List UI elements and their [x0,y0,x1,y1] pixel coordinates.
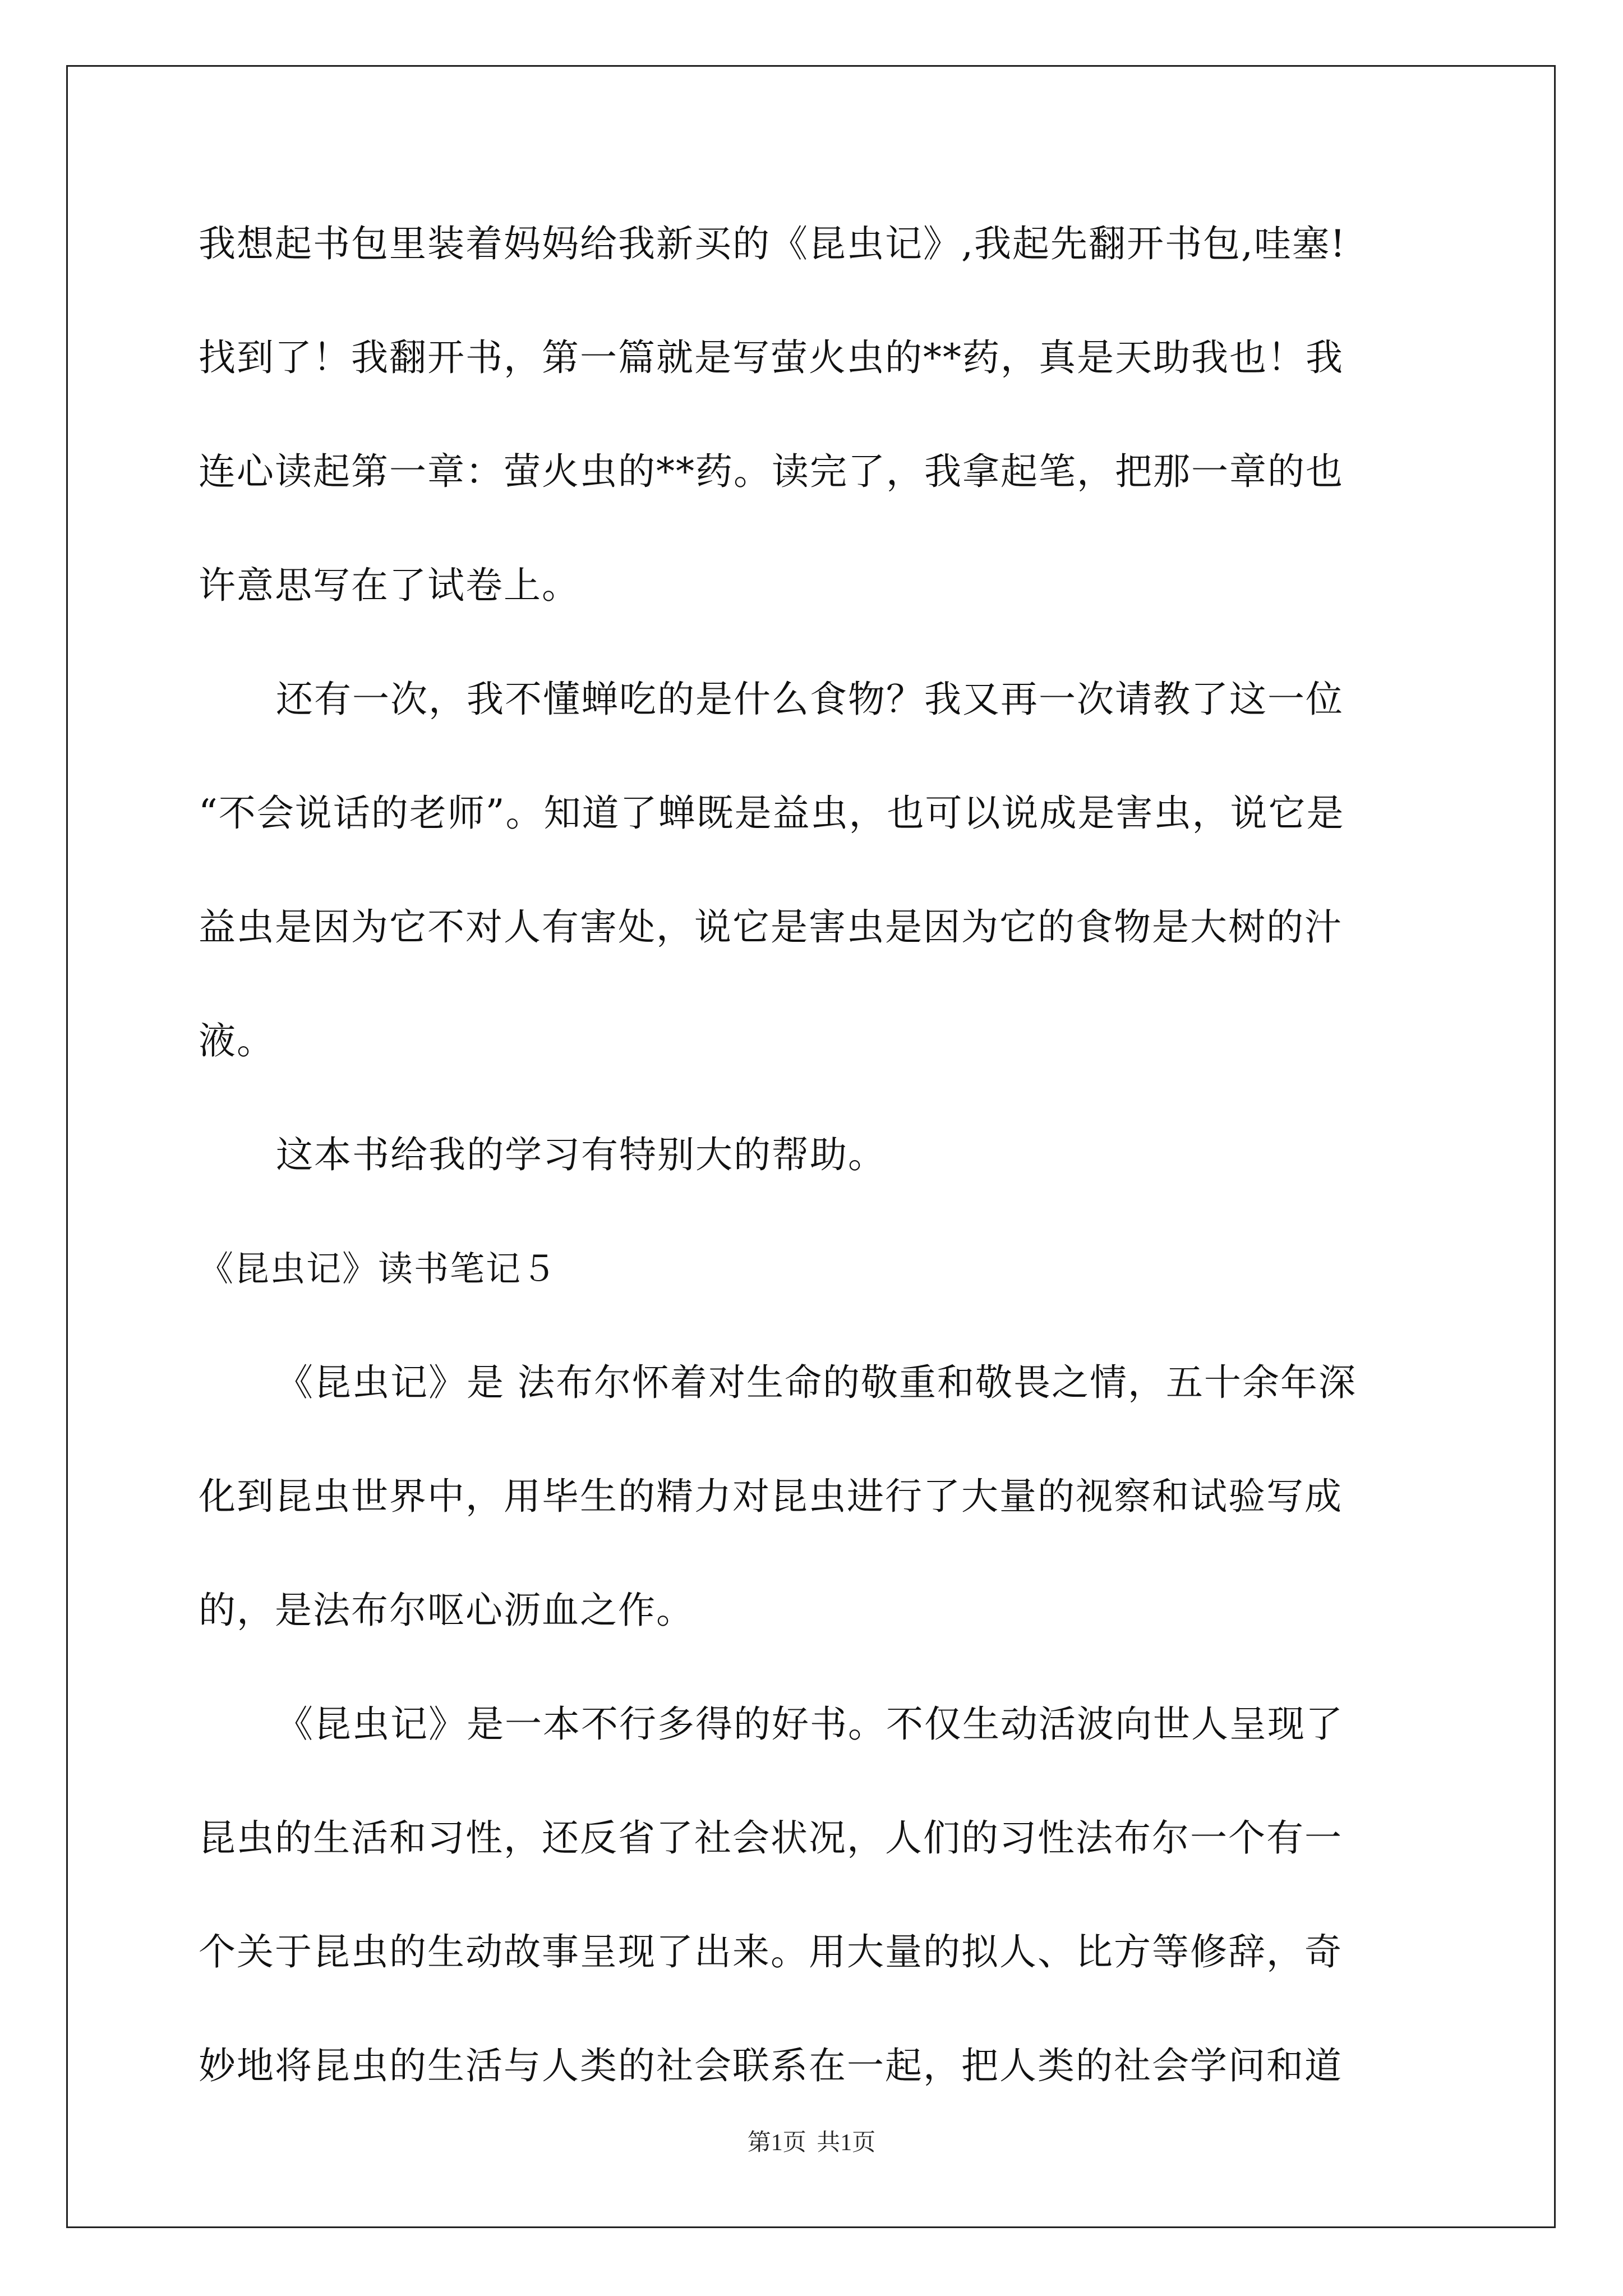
text-line: 昆虫的生活和习性，还反省了社会状况，人们的习性法布尔一个有一 [199,1816,1343,1860]
text-line: 化到昆虫世界中，用毕生的精力对昆虫进行了大量的视察和试验写成 [199,1475,1343,1518]
text-line: 液。 [199,1019,275,1062]
text-line: 连心读起第一章：萤火虫的**药。读完了，我拿起笔，把那一章的也 [199,450,1344,493]
text-line: 许意思写在了试卷上。 [199,564,580,607]
text-line: 个关于昆虫的生动故事呈现了出来。用大量的拟人、比方等修辞，奇 [199,1930,1343,1973]
text-line: 这本书给我的学习有特别大的帮助。 [276,1133,886,1176]
text-line: 找到了！我翻开书，第一篇就是写萤火虫的**药，真是天助我也！我 [199,336,1344,379]
text-line: 《昆虫记》是 法布尔怀着对生命的敬重和敬畏之情，五十余年深 [276,1361,1357,1404]
text-line: “不会说话的老师”。知道了蝉既是益虫，也可以说成是害虫，说它是 [199,792,1345,835]
text-line: 我想起书包里装着妈妈给我新买的《昆虫记》,我起先翻开书包,哇塞! [199,222,1347,265]
page-footer: 第1页 共1页 [747,2130,876,2156]
text-line: 妙地将昆虫的生活与人类的社会联系在一起，把人类的社会学问和道 [199,2044,1343,2087]
text-line: 《昆虫记》是一本不行多得的好书。不仅生动活波向世人呈现了 [276,1703,1344,1746]
text-line: 的，是法布尔呕心沥血之作。 [199,1589,694,1632]
text-line: 益虫是因为它不对人有害处，说它是害虫是因为它的食物是大树的汁 [199,905,1343,949]
text-line: 还有一次，我不懂蝉吃的是什么食物？我又再一次请教了这一位 [276,678,1344,721]
section-heading: 《昆虫记》读书笔记５ [199,1248,558,1289]
